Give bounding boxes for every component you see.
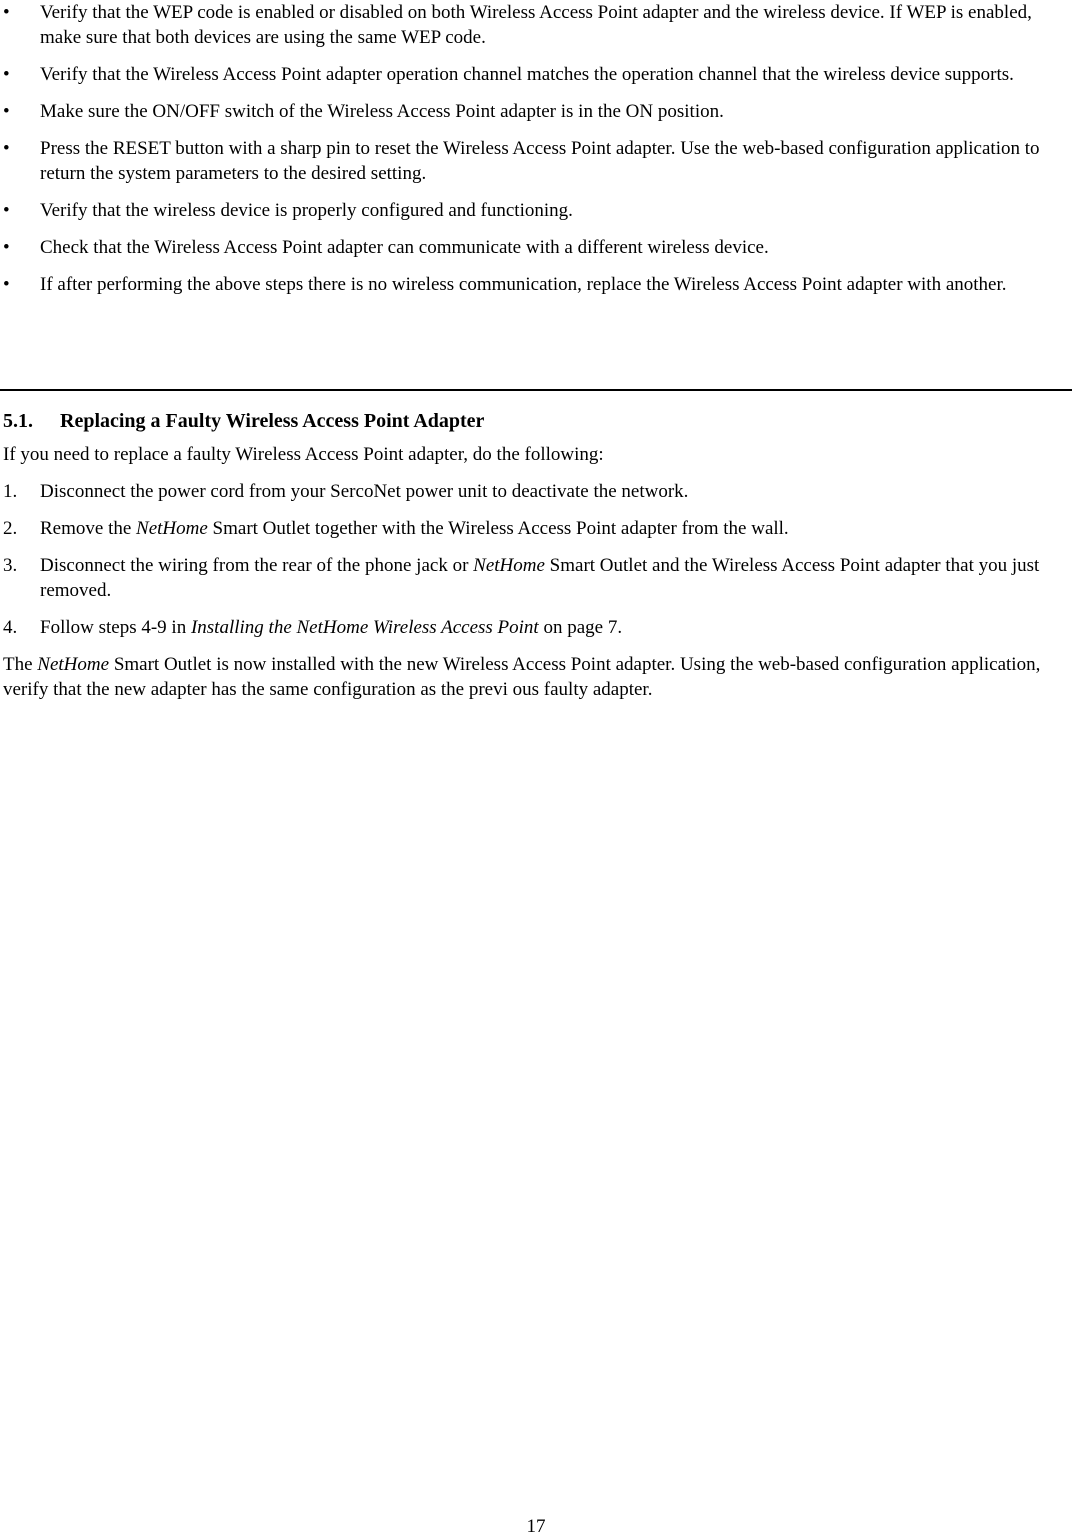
bullet-text: Verify that the Wireless Access Point adapter operation channel matches the operation channel that the wireless device supports. <box>40 64 1014 85</box>
section-number: 5.1. <box>3 410 33 432</box>
bullet-text: Verify that the wireless device is properly configured and functioning. <box>40 200 573 221</box>
closing-text-pre: The <box>3 654 38 675</box>
bullet-item <box>0 235 1072 260</box>
section-title: Replacing a Faulty Wireless Access Point Adapter <box>60 410 485 432</box>
replacement-section <box>3 408 1069 702</box>
bullet-item <box>0 0 1072 50</box>
bullet-icon: • <box>3 274 10 295</box>
step-item <box>3 479 1069 504</box>
section-divider <box>0 389 1072 391</box>
section-intro: If you need to replace a faulty Wireless Access Point adapter, do the following: <box>3 444 604 465</box>
step-number: 4. <box>3 617 18 638</box>
step-text-post: Smart Outlet together with the Wireless Access Point adapter from the wall. <box>207 518 789 539</box>
bullet-icon: • <box>3 101 10 122</box>
bullet-icon: • <box>3 237 10 258</box>
bullet-text: Check that the Wireless Access Point adapter can communicate with a different wireless device. <box>40 237 769 258</box>
bullet-item <box>0 272 1072 297</box>
bullet-text: If after performing the above steps there is no wireless communication, replace the Wireless Access Point adapter with another. <box>40 274 1007 295</box>
step-number: 1. <box>3 481 18 502</box>
step-item <box>3 516 1069 541</box>
bullet-item <box>0 99 1072 124</box>
cross-reference: Installing the NetHome Wireless Access Point <box>190 617 539 638</box>
section-heading <box>3 408 1069 434</box>
bullet-icon: • <box>3 2 10 23</box>
bullet-text: Make sure the ON/OFF switch of the Wireless Access Point adapter is in the ON position. <box>40 101 724 122</box>
bullet-text: Verify that the WEP code is enabled or disabled on both Wireless Access Point adapter and the wireless device. If WEP is enabled, make sure that both devices are using the same WEP code. <box>40 2 1032 48</box>
step-number: 2. <box>3 518 18 539</box>
bullet-item <box>0 136 1072 186</box>
bullet-item <box>0 198 1072 223</box>
bullet-icon: • <box>3 138 10 159</box>
step-text-pre: Follow steps 4-9 in <box>40 617 191 638</box>
closing-paragraph <box>3 652 1069 702</box>
step-text-post: Smart Outlet and the Wireless Access Point adapter that you just removed. <box>40 555 1040 601</box>
step-text: Disconnect the power cord from your SercoNet power unit to deactivate the network. <box>40 481 689 502</box>
bullet-text: Press the RESET button with a sharp pin to reset the Wireless Access Point adapter. Use the web-based configuration application to return the system parameters to the desired setting. <box>40 138 1040 184</box>
troubleshooting-bullet-list <box>0 0 1072 309</box>
product-name: NetHome <box>136 518 208 539</box>
closing-text-post: Smart Outlet is now installed with the new Wireless Access Point adapter. Using the web-based configuration application, verify that the new adapter has the same configuration as the previ ous faulty adapter. <box>3 654 1041 700</box>
step-item <box>3 553 1069 603</box>
step-item <box>3 615 1069 640</box>
product-name: NetHome <box>37 654 110 675</box>
bullet-item <box>0 62 1072 87</box>
bullet-icon: • <box>3 64 10 85</box>
step-number: 3. <box>3 555 18 576</box>
step-text-post: on page 7. <box>538 617 623 638</box>
bullet-icon: • <box>3 200 10 221</box>
step-text-pre: Disconnect the wiring from the rear of the phone jack or <box>40 555 474 576</box>
step-text-pre: Remove the <box>40 518 137 539</box>
product-name: NetHome <box>473 555 545 576</box>
page-number: 17 <box>526 1516 546 1537</box>
